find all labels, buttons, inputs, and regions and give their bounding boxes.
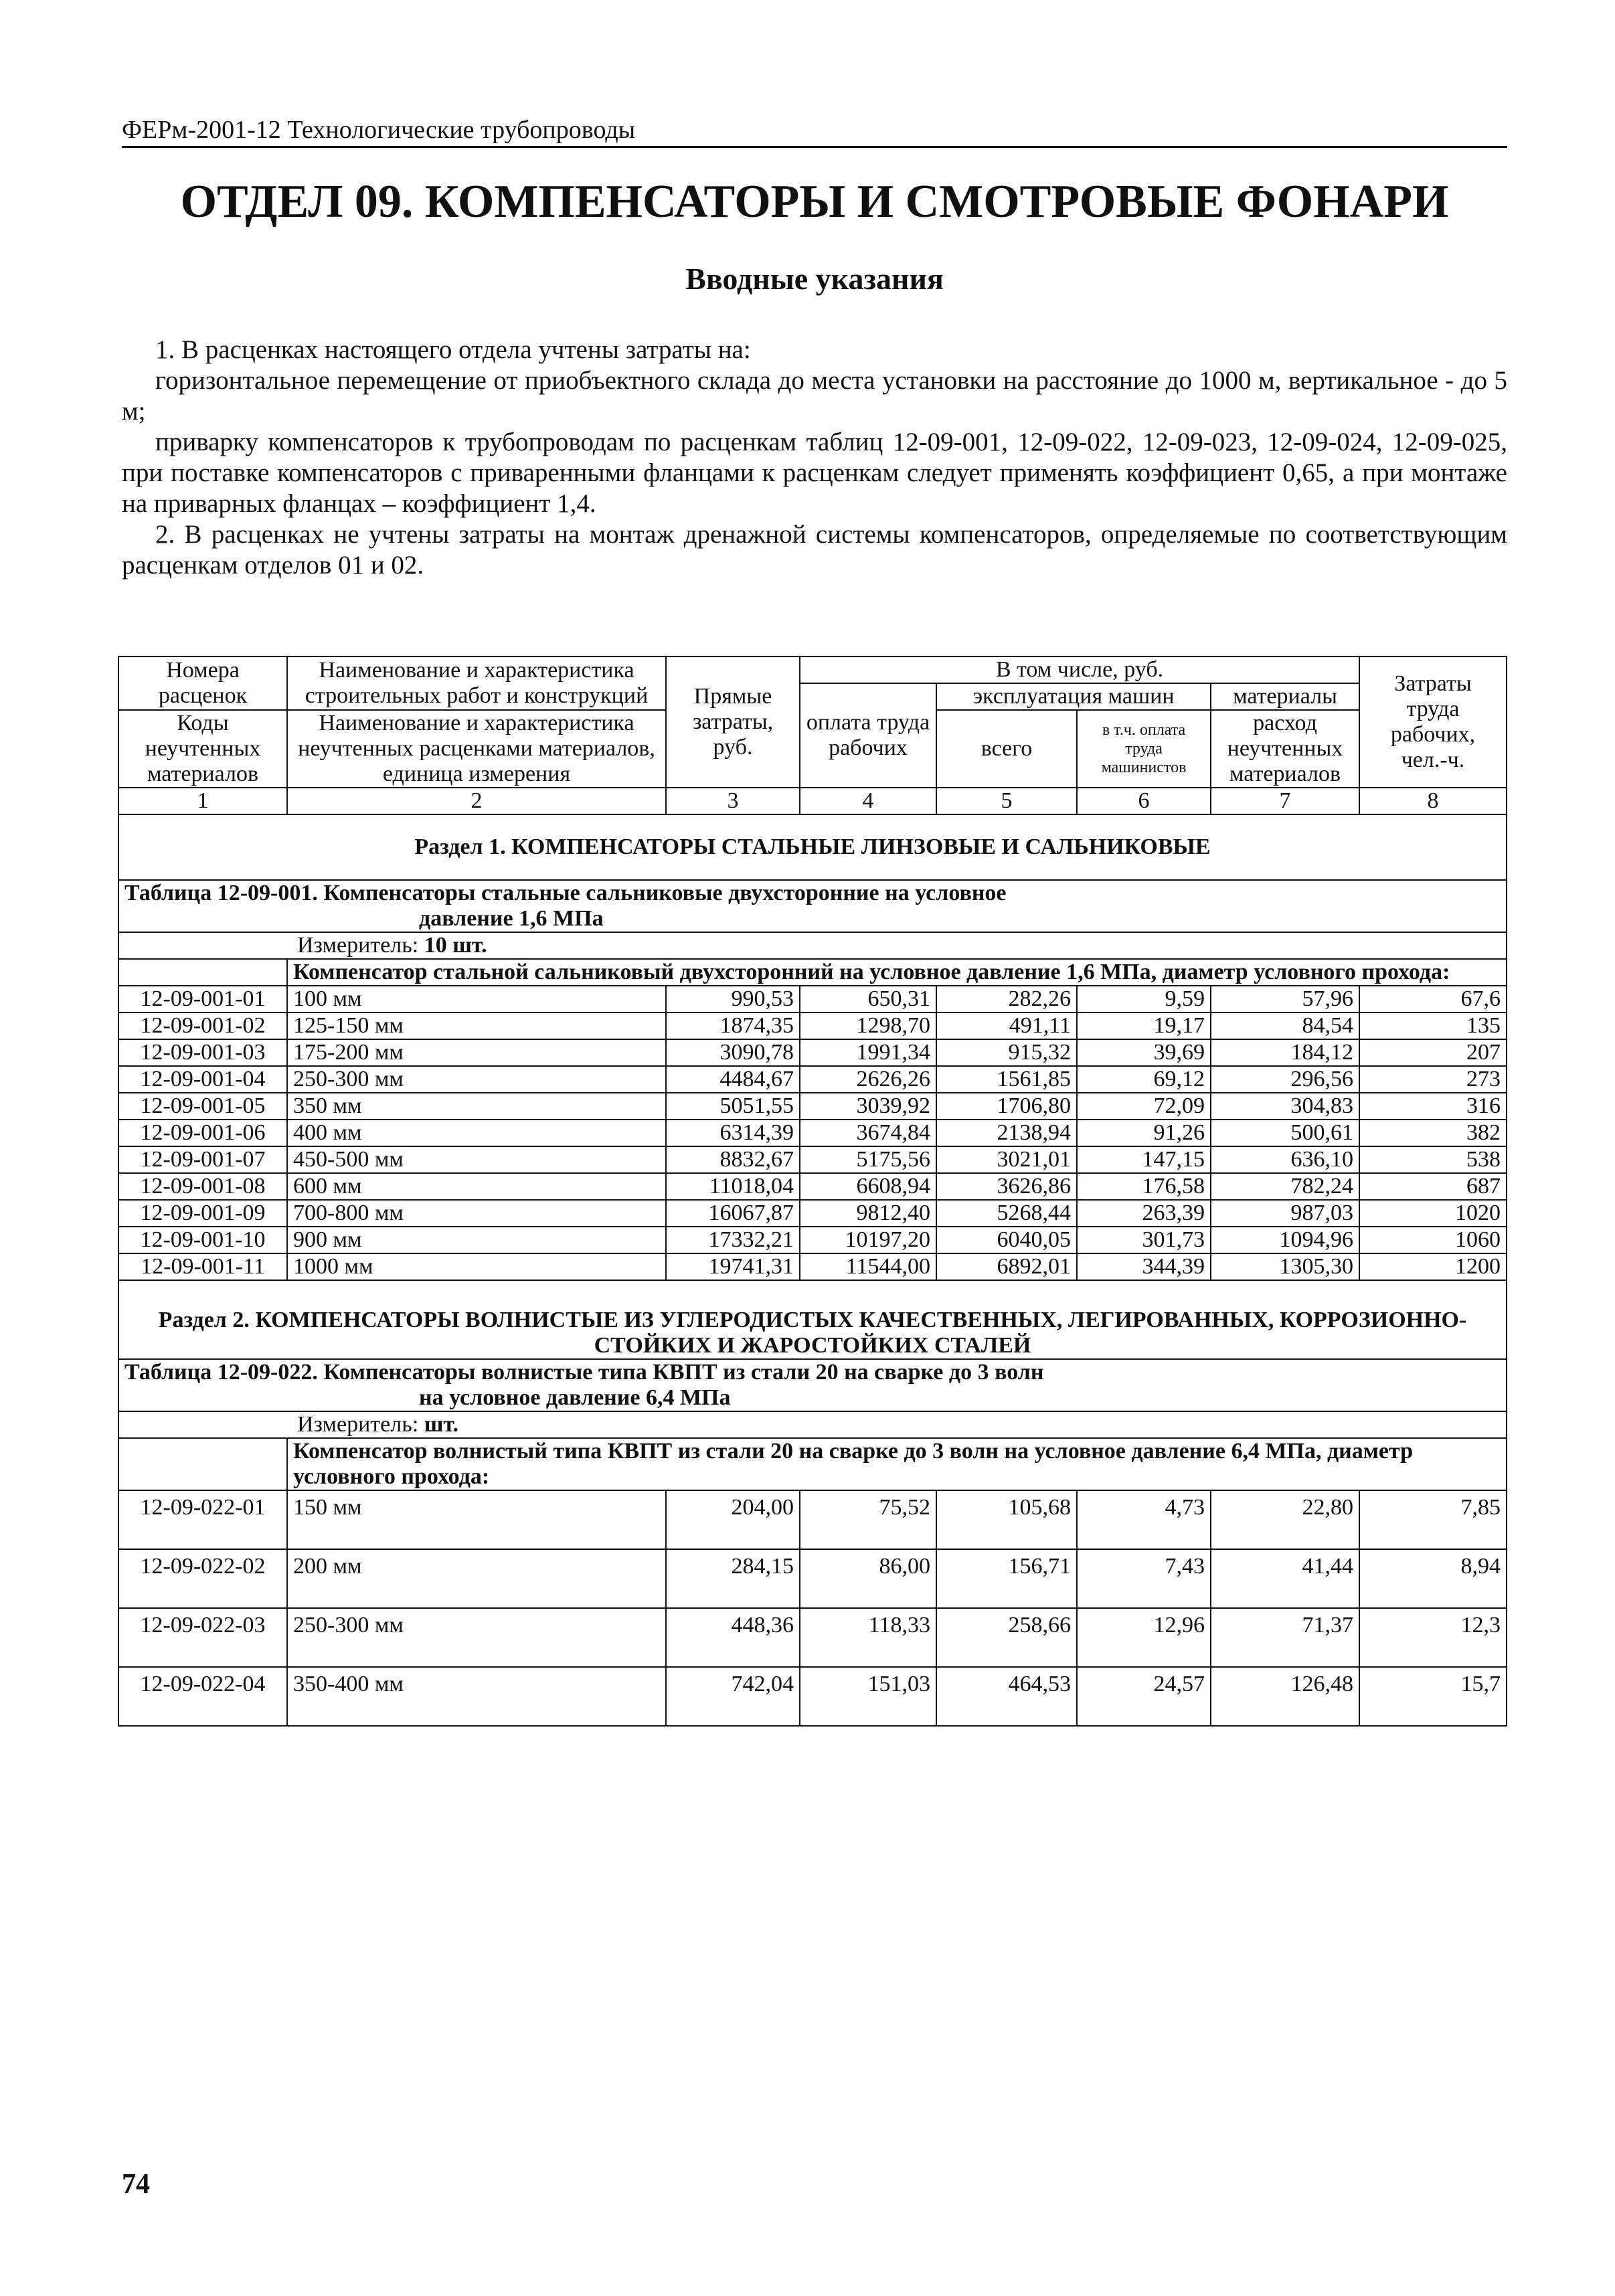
- table-12-09-022-caption: [118, 1359, 1507, 1411]
- table-row: [118, 1227, 1507, 1253]
- cell-operators: 4,73: [1077, 1490, 1211, 1549]
- cell-materials: 296,56: [1211, 1066, 1359, 1093]
- cell-direct: 204,00: [666, 1490, 800, 1549]
- cell-labor: 687: [1359, 1173, 1507, 1200]
- table-row: [118, 1200, 1507, 1227]
- cell-materials: 1094,96: [1211, 1227, 1359, 1253]
- cell-wages: 3674,84: [800, 1120, 936, 1146]
- cell-name: 350 мм: [287, 1093, 666, 1120]
- cell-wages: 11544,00: [800, 1253, 936, 1280]
- cell-materials: 84,54: [1211, 1012, 1359, 1039]
- cell-wages: 10197,20: [800, 1227, 936, 1253]
- header-material-codes: Коды неучтенных материалов: [118, 710, 287, 788]
- header-material-usage: расход неучтенных материалов: [1211, 710, 1359, 788]
- table-row: [118, 1012, 1507, 1039]
- cell-direct: 1874,35: [666, 1012, 800, 1039]
- section-2-subheading: Компенсатор волнистый типа КВПТ из стали 20 на сварке до 3 волн на условное давление 6,4 МПа, диаметр условного прохода:: [287, 1438, 1507, 1490]
- cell-operators: 7,43: [1077, 1549, 1211, 1608]
- cell-operators: 176,58: [1077, 1173, 1211, 1200]
- cell-operators: 301,73: [1077, 1227, 1211, 1253]
- cell-name: 900 мм: [287, 1227, 666, 1253]
- intro-paragraph: 2. В расценках не учтены затраты на монтаж дренажной системы компенсаторов, определяемые по соответствующим расценкам отделов 01 и 02.: [122, 520, 1507, 580]
- caption-line: Таблица 12-09-001. Компенсаторы стальные сальниковые двухсторонние на условное: [124, 881, 1007, 905]
- cell-name: 125-150 мм: [287, 1012, 666, 1039]
- cell-name: 600 мм: [287, 1173, 666, 1200]
- section-1-title: Раздел 1. КОМПЕНСАТОРЫ СТАЛЬНЫЕ ЛИНЗОВЫЕ И САЛЬНИКОВЫЕ: [118, 814, 1507, 880]
- table-row: [118, 1253, 1507, 1280]
- section-title-row: [118, 1280, 1507, 1359]
- cell-name: 175-200 мм: [287, 1039, 666, 1066]
- cell-direct: 17332,21: [666, 1227, 800, 1253]
- measure-row: [118, 932, 1507, 959]
- column-number: 5: [936, 788, 1077, 814]
- cell-code: 12-09-001-05: [118, 1093, 287, 1120]
- cell-wages: 3039,92: [800, 1093, 936, 1120]
- header-codes: Номера расценок: [118, 656, 287, 710]
- cell-code: 12-09-022-02: [118, 1549, 287, 1608]
- header-work-name: Наименование и характеристика строительных работ и конструкций: [287, 656, 666, 710]
- cell-code: 12-09-022-04: [118, 1667, 287, 1726]
- header-operators-wages: в т.ч. оплата труда машинистов: [1077, 710, 1211, 788]
- column-number: 2: [287, 788, 666, 814]
- cell-direct: 11018,04: [666, 1173, 800, 1200]
- cell-wages: 6608,94: [800, 1173, 936, 1200]
- cell-operators: 39,69: [1077, 1039, 1211, 1066]
- intro-paragraph: горизонтальное перемещение от приобъектного склада до места установки на расстояние до 1000 м, вертикальное - до 5 м;: [122, 366, 1507, 426]
- cell-wages: 5175,56: [800, 1146, 936, 1173]
- cell-direct: 3090,78: [666, 1039, 800, 1066]
- cell-labor: 15,7: [1359, 1667, 1507, 1726]
- column-number: 3: [666, 788, 800, 814]
- measure-value: шт.: [424, 1412, 459, 1437]
- cell-machines: 915,32: [936, 1039, 1077, 1066]
- cell-name: 150 мм: [287, 1490, 666, 1549]
- cell-labor: 12,3: [1359, 1608, 1507, 1667]
- cell-wages: 9812,40: [800, 1200, 936, 1227]
- cell-machines: 1706,80: [936, 1093, 1077, 1120]
- header-material-names: Наименование и характеристика неучтенных расценками материалов, единица измерения: [287, 710, 666, 788]
- cell-machines: 6892,01: [936, 1253, 1077, 1280]
- cell-name: 450-500 мм: [287, 1146, 666, 1173]
- cell-labor: 1060: [1359, 1227, 1507, 1253]
- cell-code: 12-09-001-01: [118, 986, 287, 1012]
- caption-line: Таблица 12-09-022. Компенсаторы волнистые типа КВПТ из стали 20 на сварке до 3 волн: [124, 1360, 1044, 1385]
- section-1-subheading: Компенсатор стальной сальниковый двухсторонний на условное давление 1,6 МПа, диаметр условного прохода:: [287, 959, 1507, 986]
- caption-line: давление 1,6 МПа: [419, 906, 604, 931]
- cell-direct: 990,53: [666, 986, 800, 1012]
- cell-direct: 5051,55: [666, 1093, 800, 1120]
- cell-operators: 9,59: [1077, 986, 1211, 1012]
- cell-direct: 284,15: [666, 1549, 800, 1608]
- department-title: ОТДЕЛ 09. КОМПЕНСАТОРЫ И СМОТРОВЫЕ ФОНАРИ: [180, 176, 1449, 228]
- cell-code: 12-09-001-06: [118, 1120, 287, 1146]
- column-number: 1: [118, 788, 287, 814]
- table-row: [118, 1146, 1507, 1173]
- table-caption-row: [118, 1359, 1507, 1411]
- cell-wages: 118,33: [800, 1608, 936, 1667]
- cell-machines: 5268,44: [936, 1200, 1077, 1227]
- cell-code: 12-09-001-07: [118, 1146, 287, 1173]
- cell-labor: 67,6: [1359, 986, 1507, 1012]
- subheading-row: [118, 1438, 1507, 1490]
- header-materials: материалы: [1211, 683, 1359, 710]
- intro-body: [122, 335, 1507, 581]
- cell-name: 250-300 мм: [287, 1608, 666, 1667]
- cell-direct: 4484,67: [666, 1066, 800, 1093]
- cell-name: 100 мм: [287, 986, 666, 1012]
- cell-machines: 258,66: [936, 1608, 1077, 1667]
- page-number: 74: [122, 2169, 150, 2200]
- cell-operators: 69,12: [1077, 1066, 1211, 1093]
- cell-direct: 8832,67: [666, 1146, 800, 1173]
- table-row: [118, 1667, 1507, 1726]
- cell-code: 12-09-001-04: [118, 1066, 287, 1093]
- table-header-row: [118, 656, 1507, 683]
- table-row: [118, 1608, 1507, 1667]
- cell-name: 400 мм: [287, 1120, 666, 1146]
- cell-materials: 71,37: [1211, 1608, 1359, 1667]
- measure-label: Измеритель:: [297, 933, 419, 958]
- measure-label: Измеритель:: [297, 1412, 419, 1437]
- cell-name: 200 мм: [287, 1549, 666, 1608]
- cell-code: 12-09-001-11: [118, 1253, 287, 1280]
- measure-unit: [124, 933, 1501, 958]
- cell-operators: 344,39: [1077, 1253, 1211, 1280]
- cell-machines: 282,26: [936, 986, 1077, 1012]
- cell-labor: 316: [1359, 1093, 1507, 1120]
- table-row: [118, 1490, 1507, 1549]
- cell-wages: 86,00: [800, 1549, 936, 1608]
- cell-direct: 19741,31: [666, 1253, 800, 1280]
- cell-materials: 500,61: [1211, 1120, 1359, 1146]
- header-direct-costs: Прямые затраты, руб.: [666, 656, 800, 788]
- cell-machines: 156,71: [936, 1549, 1077, 1608]
- cell-machines: 3626,86: [936, 1173, 1077, 1200]
- table-row: [118, 1039, 1507, 1066]
- cell-machines: 3021,01: [936, 1146, 1077, 1173]
- cell-materials: 782,24: [1211, 1173, 1359, 1200]
- cell-labor: 207: [1359, 1039, 1507, 1066]
- cell-operators: 263,39: [1077, 1200, 1211, 1227]
- cell-materials: 41,44: [1211, 1549, 1359, 1608]
- header-wages: оплата труда рабочих: [800, 683, 936, 788]
- cell-operators: 147,15: [1077, 1146, 1211, 1173]
- cell-labor: 135: [1359, 1012, 1507, 1039]
- intro-paragraph: приварку компенсаторов к трубопроводам по расценкам таблиц 12-09-001, 12-09-022, 12-09-023, 12-09-024, 12-09-025, при поставке компенсаторов с приваренными фланцами к расценкам следует применять коэффициент 0,65, а при монтаже на приварных фланцах – коэффициент 1,4.: [122, 428, 1507, 518]
- measure-row: [118, 1411, 1507, 1438]
- cell-name: 1000 мм: [287, 1253, 666, 1280]
- section-2-rows: [118, 1490, 1507, 1726]
- header-machines-total: всего: [936, 710, 1077, 788]
- cell-code: 12-09-001-10: [118, 1227, 287, 1253]
- section-1-rows: [118, 986, 1507, 1280]
- cell-machines: 2138,94: [936, 1120, 1077, 1146]
- intro-heading: Вводные указания: [685, 262, 944, 296]
- cell-labor: 8,94: [1359, 1549, 1507, 1608]
- caption-line: на условное давление 6,4 МПа: [419, 1385, 731, 1410]
- cell-labor: 1200: [1359, 1253, 1507, 1280]
- measure-cell: [118, 932, 1507, 959]
- table-row: [118, 1066, 1507, 1093]
- table-caption-row: [118, 880, 1507, 932]
- cell-operators: 12,96: [1077, 1608, 1211, 1667]
- table-row: [118, 986, 1507, 1012]
- cell-direct: 16067,87: [666, 1200, 800, 1227]
- cell-machines: 1561,85: [936, 1066, 1077, 1093]
- table-12-09-001-caption: [118, 880, 1507, 932]
- table-row: [118, 1120, 1507, 1146]
- subheading-row: [118, 959, 1507, 986]
- cell-name: 700-800 мм: [287, 1200, 666, 1227]
- cell-machines: 105,68: [936, 1490, 1077, 1549]
- cell-code: 12-09-001-09: [118, 1200, 287, 1227]
- cell-materials: 126,48: [1211, 1667, 1359, 1726]
- cell-labor: 538: [1359, 1146, 1507, 1173]
- cell-wages: 1991,34: [800, 1039, 936, 1066]
- rates-table: [118, 656, 1507, 1727]
- cell-name: 250-300 мм: [287, 1066, 666, 1093]
- measure-unit: [124, 1412, 1501, 1437]
- cell-direct: 448,36: [666, 1608, 800, 1667]
- cell-machines: 491,11: [936, 1012, 1077, 1039]
- cell-code: 12-09-001-02: [118, 1012, 287, 1039]
- cell-wages: 151,03: [800, 1667, 936, 1726]
- measure-cell: [118, 1411, 1507, 1438]
- cell-machines: 464,53: [936, 1667, 1077, 1726]
- cell-labor: 1020: [1359, 1200, 1507, 1227]
- cell-materials: 22,80: [1211, 1490, 1359, 1549]
- cell-labor: 273: [1359, 1066, 1507, 1093]
- cell-name: 350-400 мм: [287, 1667, 666, 1726]
- column-number: 8: [1359, 788, 1507, 814]
- table-row: [118, 1549, 1507, 1608]
- header-including: В том числе, руб.: [800, 656, 1359, 683]
- cell-code: 12-09-022-01: [118, 1490, 287, 1549]
- header-labor: Затраты труда рабочих, чел.-ч.: [1359, 656, 1507, 788]
- cell-materials: 987,03: [1211, 1200, 1359, 1227]
- column-number: 4: [800, 788, 936, 814]
- cell-materials: 184,12: [1211, 1039, 1359, 1066]
- intro-paragraph: 1. В расценках настоящего отдела учтены затраты на:: [155, 335, 751, 364]
- cell-materials: 57,96: [1211, 986, 1359, 1012]
- cell-code: 12-09-001-08: [118, 1173, 287, 1200]
- cell-machines: 6040,05: [936, 1227, 1077, 1253]
- cell-materials: 1305,30: [1211, 1253, 1359, 1280]
- cell-code: 12-09-001-03: [118, 1039, 287, 1066]
- cell-operators: 72,09: [1077, 1093, 1211, 1120]
- column-number: 6: [1077, 788, 1211, 814]
- cell-operators: 24,57: [1077, 1667, 1211, 1726]
- table-row: [118, 1173, 1507, 1200]
- column-number: 7: [1211, 788, 1359, 814]
- cell-wages: 2626,26: [800, 1066, 936, 1093]
- cell-wages: 1298,70: [800, 1012, 936, 1039]
- cell-operators: 19,17: [1077, 1012, 1211, 1039]
- cell-labor: 7,85: [1359, 1490, 1507, 1549]
- section-2-title: Раздел 2. КОМПЕНСАТОРЫ ВОЛНИСТЫЕ ИЗ УГЛЕРОДИСТЫХ КАЧЕСТВЕННЫХ, ЛЕГИРОВАННЫХ, КОРРОЗИОННО-СТОЙКИХ И ЖАРОСТОЙКИХ СТАЛЕЙ: [118, 1280, 1507, 1359]
- cell-code: 12-09-022-03: [118, 1608, 287, 1667]
- header-machines: эксплуатация машин: [936, 683, 1211, 710]
- cell-operators: 91,26: [1077, 1120, 1211, 1146]
- column-numbers-row: [118, 788, 1507, 814]
- cell-wages: 75,52: [800, 1490, 936, 1549]
- cell-materials: 636,10: [1211, 1146, 1359, 1173]
- table-row: [118, 1093, 1507, 1120]
- running-header: ФЕРм-2001-12 Технологические трубопроводы: [122, 115, 1507, 148]
- cell-wages: 650,31: [800, 986, 936, 1012]
- measure-value: 10 шт.: [424, 933, 487, 958]
- cell-materials: 304,83: [1211, 1093, 1359, 1120]
- cell-labor: 382: [1359, 1120, 1507, 1146]
- cell-direct: 6314,39: [666, 1120, 800, 1146]
- cell-direct: 742,04: [666, 1667, 800, 1726]
- section-title-row: [118, 814, 1507, 880]
